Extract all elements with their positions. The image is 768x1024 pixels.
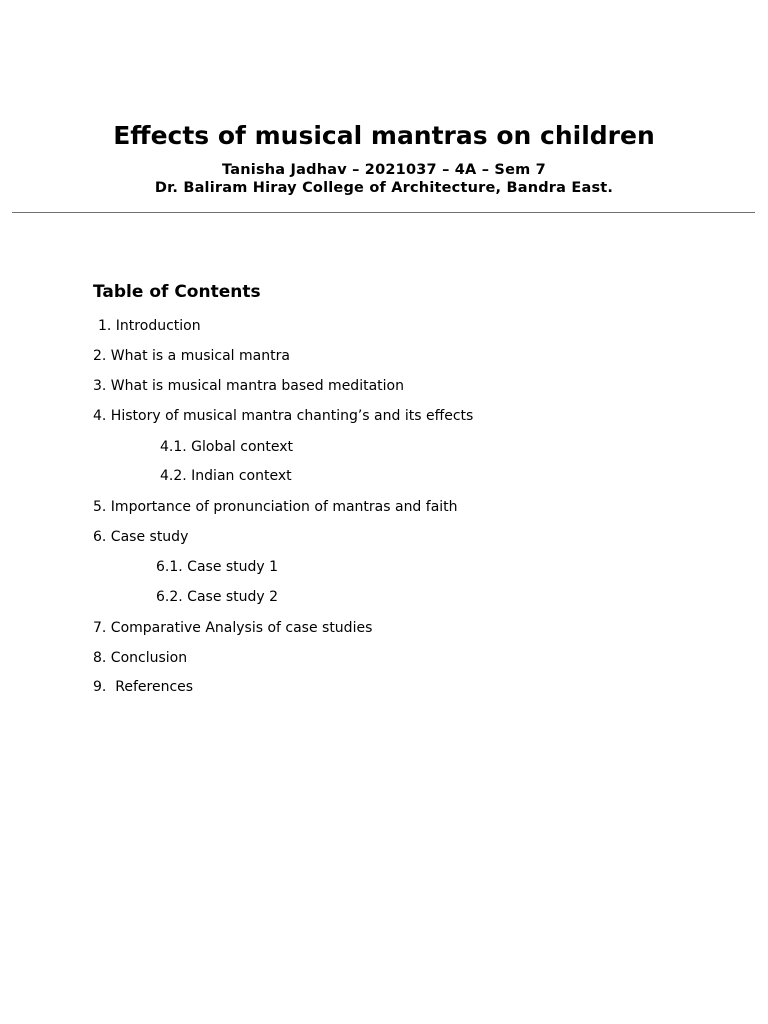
toc-item-indian-context: 4.2. Indian context xyxy=(160,468,292,484)
toc-item-case-study: 6. Case study xyxy=(93,529,189,545)
author-line: Tanisha Jadhav – 2021037 – 4A – Sem 7 xyxy=(222,162,546,178)
college-line: Dr. Baliram Hiray College of Architecture, Bandra East. xyxy=(154,180,614,196)
toc-item-case-study-1: 6.1. Case study 1 xyxy=(156,559,279,575)
toc-item-introduction: 1. Introduction xyxy=(98,318,201,334)
toc-item-musical-mantra: 2. What is a musical mantra xyxy=(93,348,290,364)
toc-item-references: 9. References xyxy=(93,679,194,695)
document-title: Effects of musical mantras on children xyxy=(113,121,655,150)
toc-item-global-context: 4.1. Global context xyxy=(160,439,294,455)
toc-item-case-study-2: 6.2. Case study 2 xyxy=(156,589,279,605)
toc-item-mantra-meditation: 3. What is musical mantra based meditation xyxy=(93,378,404,394)
toc-item-conclusion: 8. Conclusion xyxy=(93,650,188,666)
toc-item-comparative-analysis: 7. Comparative Analysis of case studies xyxy=(93,620,373,636)
header-divider xyxy=(12,212,755,213)
toc-item-history: 4. History of musical mantra chanting’s and its effects xyxy=(93,408,474,424)
toc-item-pronunciation: 5. Importance of pronunciation of mantras and faith xyxy=(93,499,458,515)
toc-heading: Table of Contents xyxy=(93,282,261,302)
